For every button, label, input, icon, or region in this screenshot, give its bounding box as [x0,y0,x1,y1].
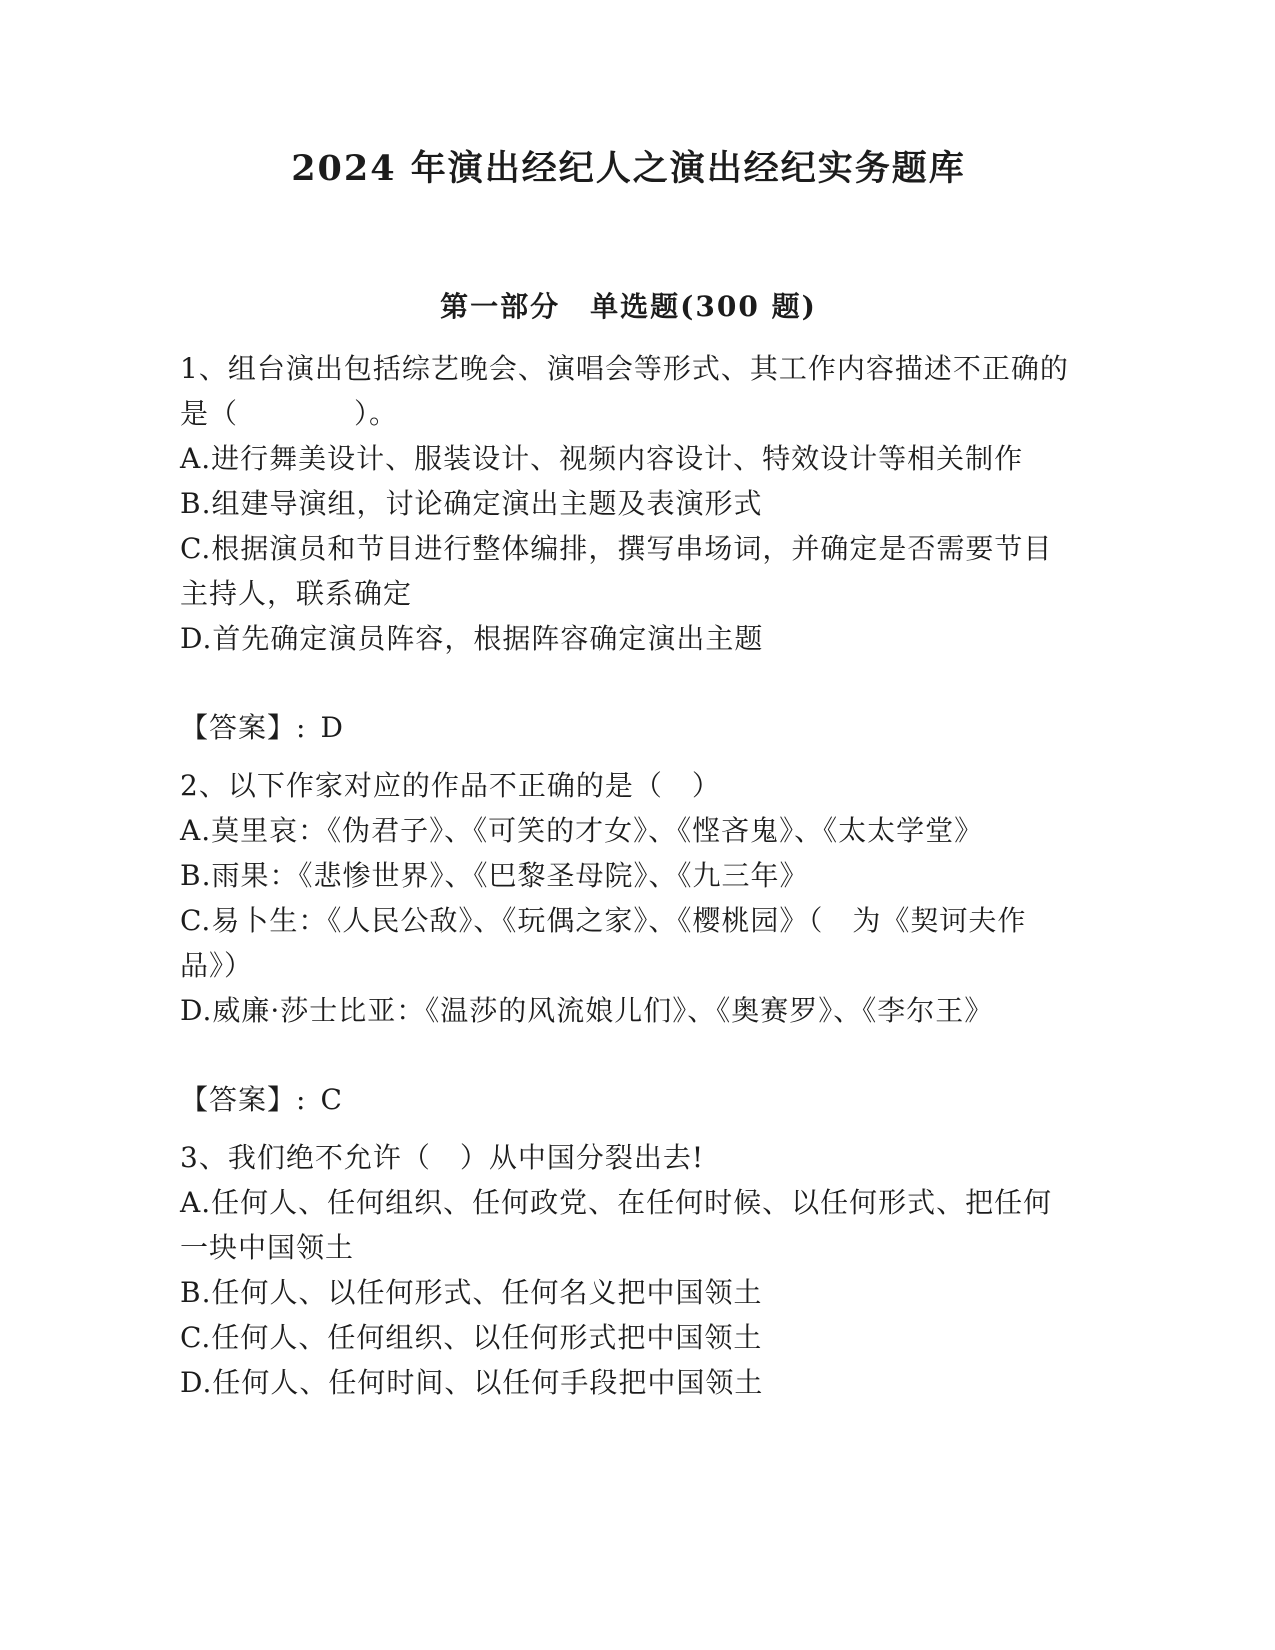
question-3-option-a: A.任何人、任何组织、任何政党、在任何时候、以任何形式、把任何一块中国领土 [180,1185,1053,1264]
question-2-answer [180,1077,1077,1122]
question-3-option-c: C.任何人、任何组织、以任何形式把中国领土 [180,1320,763,1354]
answer-value: D [320,710,344,744]
question-2-option-c: C.易卜生：《人民公敌》、《玩偶之家》、《樱桃园》（ 为《契诃夫作品》） [180,903,1027,982]
question-2-option-a: A.莫里哀：《伪君子》、《可笑的才女》、《悭吝鬼》、《太太学堂》 [180,813,984,847]
question-3-stem: 3、我们绝不允许（ ）从中国分裂出去! [180,1140,705,1174]
question-2-stem: 2、以下作家对应的作品不正确的是（ ） [180,768,721,802]
question-1-option-d: D.首先确定演员阵容，根据阵容确定演出主题 [180,621,764,655]
answer-label: 【答案】: [180,1082,307,1116]
question-2 [180,763,1077,1033]
answer-label: 【答案】: [180,710,307,744]
question-3-option-d: D.任何人、任何时间、以任何手段把中国领土 [180,1365,764,1399]
question-1-stem: 1、组台演出包括综艺晚会、演唱会等形式、其工作内容描述不正确的是（ ）。 [180,351,1069,430]
question-2-option-b: B.雨果：《悲惨世界》、《巴黎圣母院》、《九三年》 [180,858,809,892]
answer-value: C [320,1082,343,1116]
question-1 [180,346,1077,661]
section-heading: 第一部分 单选题(300 题) [440,290,817,323]
question-1-option-b: B.组建导演组，讨论确定演出主题及表演形式 [180,486,763,520]
question-3 [180,1135,1077,1405]
question-1-answer [180,705,1077,750]
question-3-option-b: B.任何人、以任何形式、任何名义把中国领土 [180,1275,763,1309]
document-title: 2024 年演出经纪人之演出经纪实务题库 [291,148,966,189]
question-2-option-d: D.威廉·莎士比亚：《温莎的风流娘儿们》、《奥赛罗》、《李尔王》 [180,993,994,1027]
question-1-option-c: C.根据演员和节目进行整体编排，撰写串场词，并确定是否需要节目主持人，联系确定 [180,531,1053,610]
question-1-option-a: A.进行舞美设计、服装设计、视频内容设计、特效设计等相关制作 [180,441,1024,475]
